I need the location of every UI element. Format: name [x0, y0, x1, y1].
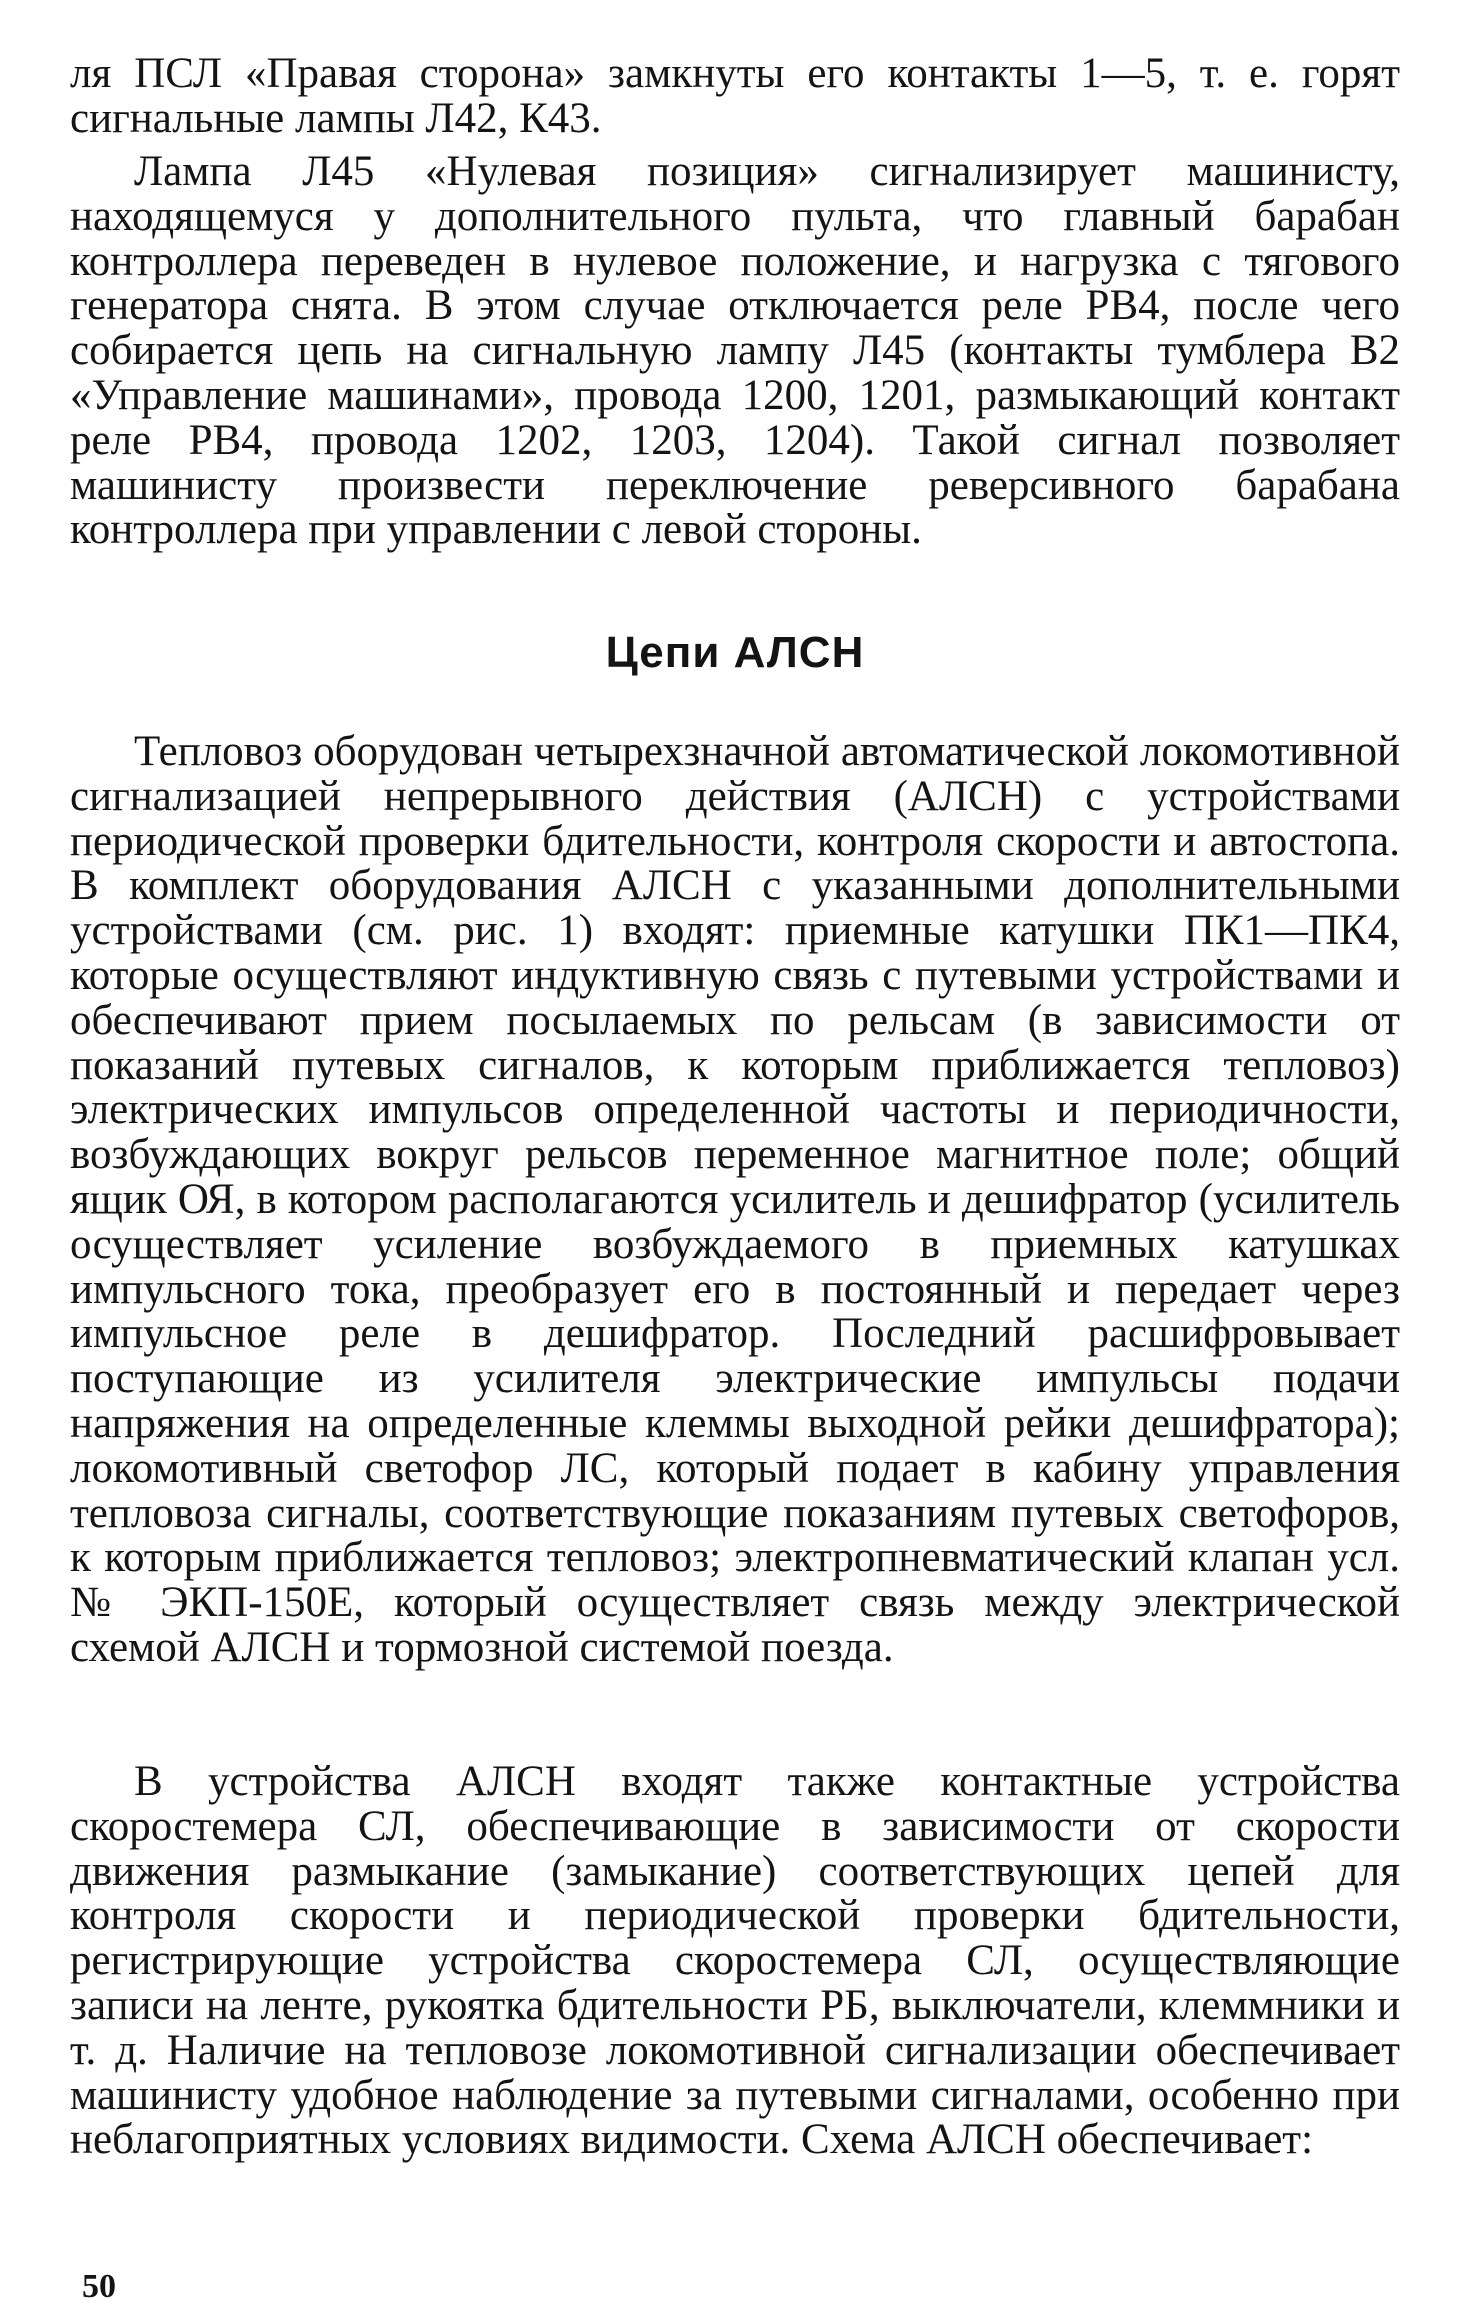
section-heading: Цепи АЛСН: [605, 628, 865, 677]
page-number: 50: [82, 2268, 116, 2305]
paragraph-alsn-devices: В устройства АЛСН входят также контактные устройства скоростемера СЛ, обеспечивающие в зависимости от скорости движения размыкание (замыкание) соответствующих цепей для контроля скорости и периодической проверки бдительности, регистрирующие устройства скоростемера СЛ, осуществляющие записи на ленте, рукоятка бдительности РБ, выключатели, клеммники и т. д. Наличие на тепловозе локомотивной сигнализации обеспечивает машинисту удобное наблюдение за путевыми сигналами, особенно при неблагоприятных условиях видимости. Схема АЛСН обеспечивает:: [70, 1758, 1400, 2164]
paragraph-alsn-equipment: Тепловоз оборудован четырехзначной автоматической локомотивной сигнализацией непрерывного действия (АЛСН) с устройствами периодической проверки бдительности, контроля скорости и автостопа. В комплект оборудования АЛСН с указанными дополнительными устройствами (см. рис. 1) входят: приемные катушки ПК1—ПК4, которые осуществляют индуктивную связь с путевыми устройствами и обеспечивают прием посылаемых по рельсам (в зависимости от показаний путевых сигналов, к которым приближается тепловоз) электрических импульсов определенной частоты и периодичности, возбуждающих вокруг рельсов переменное магнитное поле; общий ящик ОЯ, в котором располагаются усилитель и дешифратор (усилитель осуществляет усиление возбуждаемого в приемных катушках импульсного тока, преобразует его в постоянный и передает через импульсное реле в дешифратор. Последний расшифровывает поступающие из усилителя электрические импульсы подачи напряжения на определенные клеммы выходной рейки дешифратора); локомотивный светофор ЛС, который подает в кабину управления тепловоза сигналы, соответствующие показаниям путевых светофоров, к которым приближается тепловоз; электропневматический клапан усл. № ЭКП-150Е, который осуществляет связь между электрической схемой АЛСН и тормозной системой поезда.: [70, 728, 1400, 1671]
paragraph-lamp-l45: Лампа Л45 «Нулевая позиция» сигнализирует машинисту, находящемуся у дополнительного пульта, что главный барабан контроллера переведен в нулевое положение, и нагрузка с тягового генератора снята. В этом случае отключается реле РВ4, после чего собирается цепь на сигнальную лампу Л45 (контакты тумблера В2 «Управление машинами», провода 1200, 1201, размыкающий контакт реле РВ4, провода 1202, 1203, 1204). Такой сигнал позволяет машинисту произвести переключение реверсивного барабана контроллера при управлении с левой стороны.: [70, 148, 1400, 554]
paragraph-continuation: ля ПСЛ «Правая сторона» замкнуты его контакты 1—5, т. е. горят сигнальные лампы Л42, К43.: [70, 50, 1400, 142]
